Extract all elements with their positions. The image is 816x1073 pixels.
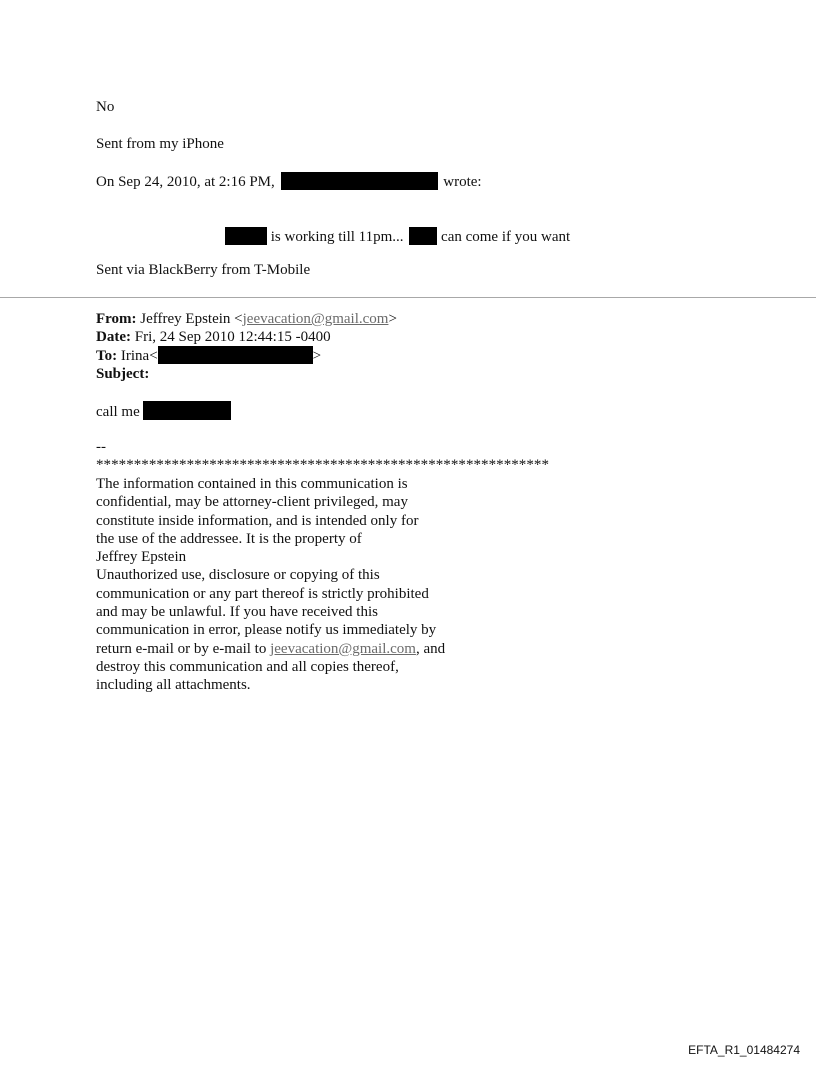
reply-signature: Sent from my iPhone	[96, 136, 224, 152]
attribution-prefix: On Sep 24, 2010, at 2:16 PM,	[96, 174, 275, 190]
disclaimer-text-2: , and destroy this communication and all copies thereof, including all attachments.	[96, 640, 446, 694]
date-label: Date:	[96, 329, 131, 345]
header-subject	[96, 365, 149, 383]
message-divider	[0, 297, 816, 298]
from-close: >	[388, 311, 397, 327]
reply-attribution	[96, 172, 482, 191]
quoted-message-line	[225, 227, 570, 246]
redaction-block	[281, 172, 438, 190]
redaction-block	[143, 401, 231, 420]
attribution-suffix: wrote:	[443, 174, 482, 190]
confidentiality-disclaimer	[96, 475, 516, 695]
from-name: Jeffrey Epstein <	[140, 311, 243, 327]
disclaimer-text-1: The information contained in this communication is confidential, may be attorney-client privileged, may constitute inside information, and is intended only for the use of the addressee. It is the property of Jeffrey Epstein Unauthorized use, disclosure or copying of this communication or any part thereof is strictly prohibited and may be unlawful. If you have received this communication in error, please notify us immediately by return e-mail or by e-mail to	[96, 476, 437, 657]
redaction-block	[158, 346, 313, 364]
date-value: Fri, 24 Sep 2010 12:44:15 -0400	[134, 329, 331, 345]
disclaimer-email-link[interactable]: jeevacation@gmail.com	[270, 640, 416, 657]
signature-dashes: --	[96, 439, 106, 455]
quoted-message-text-2: can come if you want	[441, 229, 571, 245]
header-to	[96, 346, 321, 365]
body-text	[96, 401, 231, 421]
bates-number: EFTA_R1_01484274	[688, 1043, 800, 1057]
header-date	[96, 328, 331, 346]
to-close: >	[312, 348, 322, 364]
quoted-signature: Sent via BlackBerry from T-Mobile	[96, 262, 311, 278]
to-label: To:	[96, 348, 118, 364]
header-from	[96, 310, 397, 328]
body-call-me: call me	[96, 404, 140, 420]
to-name: Irina<	[120, 348, 158, 364]
from-email-link[interactable]: jeevacation@gmail.com	[242, 311, 389, 327]
from-label: From:	[96, 311, 137, 327]
redaction-block	[225, 227, 267, 245]
redaction-block	[409, 227, 437, 245]
quoted-message-text-1: is working till 11pm...	[270, 229, 404, 245]
subject-label: Subject:	[96, 366, 150, 382]
signature-stars: ************************************************************	[96, 457, 549, 473]
reply-text: No	[96, 99, 115, 115]
